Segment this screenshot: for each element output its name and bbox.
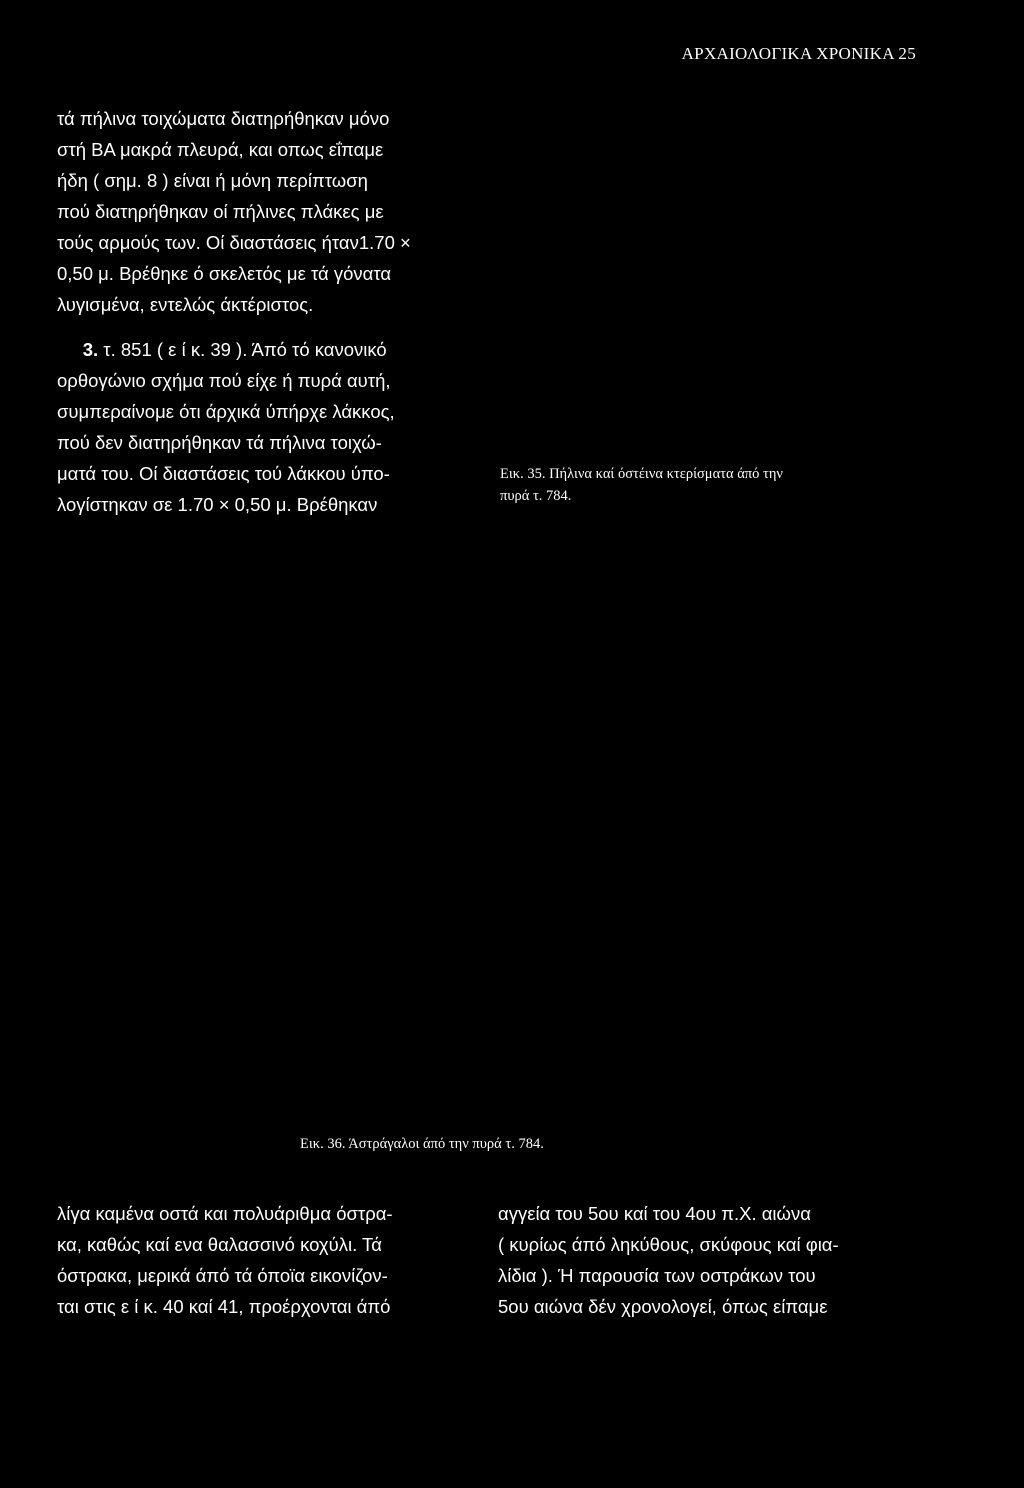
text-line: ται στις ε ί κ. 40 καί 41, προέρχονται άπό xyxy=(57,1296,391,1317)
left-column-top-text xyxy=(57,103,477,520)
text-line: αγγεία του 5ου καί του 4ου π.Χ. αιώνα xyxy=(498,1203,811,1224)
left-column-bottom-text xyxy=(57,1198,477,1322)
text-line: ( κυρίως άπό ληκύθους, σκύφους καί φια- xyxy=(498,1234,839,1255)
caption-line: πυρά τ. 784. xyxy=(500,488,572,504)
running-header: ΑΡΧΑΙΟΛΟΓΙΚΑ ΧΡΟΝΙΚΑ 25 xyxy=(681,44,916,63)
text-line: πού διατηρήθηκαν οί πήλινες πλάκες με xyxy=(57,201,384,222)
right-column-bottom-text xyxy=(498,1198,928,1322)
text-line: λογίστηκαν σε 1.70 × 0,50 μ. Βρέθηκαν xyxy=(57,494,378,515)
entry-number: 3. xyxy=(82,339,99,360)
text-line: όστρακα, μερικά άπό τά όποϊα εικονίζον- xyxy=(57,1265,388,1286)
text-line: τά πήλινα τοιχώματα διατηρήθηκαν μόνο xyxy=(57,108,390,129)
text-line: ήδη ( σημ. 8 ) είναι ή μόνη περίπτωση xyxy=(57,170,368,191)
text-line: 5ου αιώνα δέν χρονολογεί, όπως είπαμε xyxy=(498,1296,828,1317)
caption-line: Εικ. 35. Πήλινα καί όστέινα κτερίσματα άπό την xyxy=(500,466,783,482)
text-line: στή ΒΑ μακρά πλευρά, και οπως εΐπαμε xyxy=(57,139,384,160)
text-line: συμπεραίνομε ότι άρχικά ύπήρχε λάκκος, xyxy=(57,401,395,422)
text-line: 0,50 μ. Βρέθηκε ό σκελετός με τά γόνατα xyxy=(57,263,392,284)
figure-35-caption xyxy=(500,463,783,507)
text-line: λυγισμένα, εντελώς άκτέριστος. xyxy=(57,294,314,315)
text-line: λίγα καμένα οστά και πολυάριθμα όστρα- xyxy=(57,1203,393,1224)
text-line: κα, καθώς καί ενα θαλασσινό κοχύλι. Τά xyxy=(57,1234,382,1255)
text-line: λίδια ). Ή παρουσία των οστράκων του xyxy=(498,1265,816,1286)
text-line: τούς αρμούς των. Οί διαστάσεις ήταν1.70 × xyxy=(57,232,411,253)
paragraph-start-line xyxy=(57,334,477,365)
text-line: τ. 851 ( ε ί κ. 39 ). Άπό τό κανονικό xyxy=(103,339,387,360)
text-line: ματά του. Οί διαστάσεις τού λάκκου ύπο- xyxy=(57,463,390,484)
text-line: ορθογώνιο σχήμα πού είχε ή πυρά αυτή, xyxy=(57,370,391,391)
text-line: πού δεν διατηρήθηκαν τά πήλινα τοιχώ- xyxy=(57,432,382,453)
figure-36-caption: Εικ. 36. Άστράγαλοι άπό την πυρά τ. 784. xyxy=(300,1136,544,1152)
